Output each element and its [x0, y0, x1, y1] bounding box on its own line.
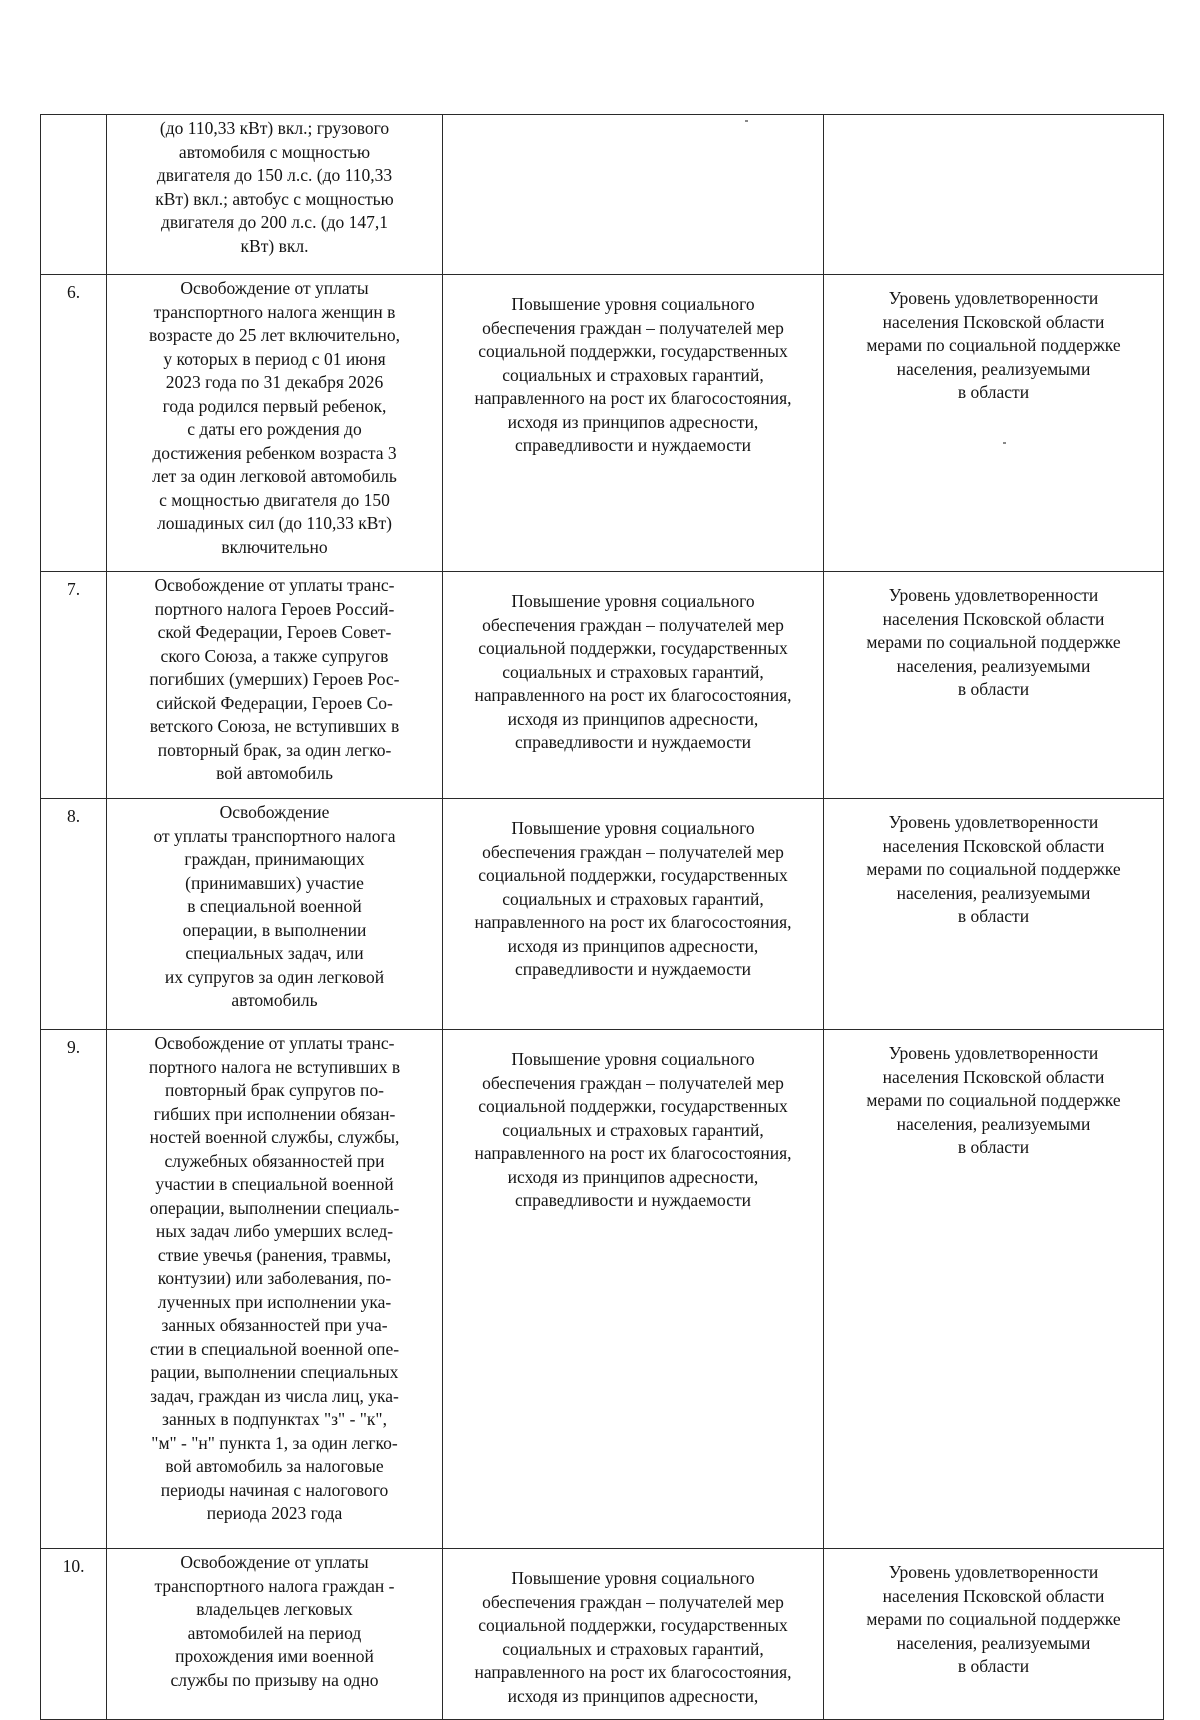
indicator-line: в области — [957, 679, 1030, 699]
benefit-description-line: от уплаты транспортного налога — [153, 825, 396, 846]
benefit-goal-line: социальных и страховых гарантий, — [502, 364, 764, 385]
benefit-description-line: специальных задач, или — [185, 943, 364, 963]
table-row — [41, 275, 1164, 572]
benefit-goal-line: справедливости и нуждаемости — [514, 1190, 752, 1210]
benefit-description-line: периоды начиная с налогового — [160, 1479, 389, 1500]
row-number — [41, 115, 107, 275]
benefit-goal-line: Повышение уровня социального — [511, 294, 755, 314]
benefit-description-line: занных в подпунктах "з" - "к", — [162, 1409, 387, 1429]
benefit-goal-line: социальной поддержки, государственных — [478, 341, 788, 361]
benefit-description-line: ных задач либо умерших вслед- — [155, 1221, 394, 1241]
benefit-description-line: с даты его рождения до — [187, 419, 362, 439]
benefit-goal-line: справедливости и нуждаемости — [514, 435, 752, 455]
benefit-description-line: транспортного налога женщин в — [153, 301, 396, 322]
benefit-description-line: сийской Федерации, Героев Со- — [156, 692, 393, 713]
benefit-goal-line: направленного на рост их благосостояния, — [474, 912, 792, 932]
benefit-description-line: Освобождение от уплаты — [180, 1552, 369, 1572]
benefit-description-line: контузии) или заболевания, по- — [157, 1268, 392, 1288]
row-number: 9. — [41, 1030, 107, 1549]
benefit-goal-line: Повышение уровня социального — [511, 818, 755, 838]
benefit-description-line: (до 110,33 кВт) вкл.; грузового — [159, 118, 390, 138]
benefit-description-line: в специальной военной — [187, 896, 362, 916]
indicator-line: населения, реализуемыми — [896, 1632, 1091, 1653]
indicator-line: в области — [957, 906, 1030, 926]
benefit-description-line: ской Федерации, Героев Совет- — [157, 622, 392, 642]
benefit-description-line: гибших при исполнении обязан- — [153, 1103, 396, 1124]
benefit-description-cell — [107, 799, 443, 1030]
benefit-description-line: автомобилей на период — [187, 1622, 362, 1643]
benefit-goal-line: исходя из принципов адресности, — [507, 935, 759, 956]
table-row — [41, 115, 1164, 275]
table-row — [41, 572, 1164, 799]
benefit-goal-cell — [443, 799, 824, 1030]
benefit-description-line: Освобождение от уплаты транс- — [154, 1033, 395, 1053]
benefit-description-cell — [107, 1030, 443, 1549]
benefit-description-line: занных обязанностей при уча- — [161, 1315, 388, 1335]
indicator-line: мерами по социальной поддержке — [866, 1090, 1121, 1110]
indicator-line: мерами по социальной поддержке — [866, 632, 1121, 652]
tax-benefits-table — [40, 114, 1164, 1720]
benefit-description-line: периода 2023 года — [206, 1503, 343, 1523]
benefit-description-line: участии в специальной военной — [155, 1174, 394, 1194]
indicator-cell — [824, 275, 1164, 572]
benefit-description-line: возрасте до 25 лет включительно, — [149, 325, 400, 345]
benefit-goal-cell — [443, 115, 824, 275]
benefit-description-line: прохождения ими военной — [175, 1646, 374, 1666]
indicator-line: Уровень удовлетворенности — [888, 288, 1099, 308]
benefit-goal-line: направленного на рост их благосостояния, — [474, 685, 792, 705]
table-row — [41, 1549, 1164, 1720]
indicator-line: населения Псковской области — [882, 311, 1105, 332]
benefit-description-line: лет за один легковой автомобиль — [152, 466, 397, 486]
indicator-line: Уровень удовлетворенности — [888, 1043, 1099, 1063]
benefit-description-line: задач, граждан из числа лиц, ука- — [150, 1385, 399, 1406]
indicator-cell — [824, 572, 1164, 799]
indicator-cell — [824, 115, 1164, 275]
benefit-goal-line: обеспечения граждан – получателей мер — [482, 614, 784, 635]
scan-speck — [745, 120, 748, 122]
indicator-cell — [824, 1549, 1164, 1720]
indicator-line: населения Псковской области — [882, 835, 1105, 856]
indicator-line: в области — [957, 1137, 1030, 1157]
benefit-description-line: "м" - "н" пункта 1, за один легко- — [151, 1432, 398, 1453]
benefit-goal-line: социальной поддержки, государственных — [478, 865, 788, 885]
benefit-description-cell — [107, 275, 443, 572]
benefit-description-line: двигателя до 150 л.с. (до 110,33 — [156, 165, 393, 185]
row-number: 7. — [41, 572, 107, 799]
benefit-description-line: ствие увечья (ранения, травмы, — [157, 1244, 392, 1265]
benefit-goal-line: исходя из принципов адресности, — [507, 708, 759, 729]
indicator-line: мерами по социальной поддержке — [866, 859, 1121, 879]
benefit-description-line: автомобиля с мощностью — [178, 141, 371, 162]
benefit-description-cell — [107, 1549, 443, 1720]
benefit-goal-line: социальных и страховых гарантий, — [502, 888, 764, 909]
benefit-goal-cell — [443, 1030, 824, 1549]
benefit-description-line: Освобождение от уплаты транс- — [154, 575, 395, 595]
benefit-description-line: портного налога не вступивших в — [148, 1056, 401, 1077]
indicator-line: Уровень удовлетворенности — [888, 812, 1099, 832]
benefit-description-line: ветского Союза, не вступивших в — [149, 716, 400, 736]
benefit-goal-line: социальных и страховых гарантий, — [502, 1638, 764, 1659]
benefit-description-line: операции, выполнении специаль- — [149, 1197, 400, 1218]
benefit-description-line: Освобождение от уплаты — [180, 278, 369, 298]
benefit-goal-line: Повышение уровня социального — [511, 1568, 755, 1588]
benefit-description-line: автомобиль — [231, 990, 318, 1010]
indicator-line: Уровень удовлетворенности — [888, 1562, 1099, 1582]
benefit-description-line: лученных при исполнении ука- — [157, 1291, 392, 1312]
benefit-goal-cell — [443, 275, 824, 572]
scan-edge-artifact — [1168, 60, 1190, 120]
benefit-description-line: двигателя до 200 л.с. (до 147,1 — [160, 212, 389, 232]
benefit-description-line: их супругов за один легковой — [164, 966, 385, 987]
benefit-description-line: вой автомобиль за налоговые — [165, 1456, 384, 1476]
indicator-cell — [824, 799, 1164, 1030]
benefit-description-line: у которых в период с 01 июня — [163, 348, 386, 369]
benefit-description-cell — [107, 115, 443, 275]
indicator-line: населения Псковской области — [882, 1585, 1105, 1606]
table-row — [41, 799, 1164, 1030]
benefit-description-line: портного налога Героев Россий- — [154, 598, 395, 619]
table-row — [41, 1030, 1164, 1549]
benefit-description-line: вой автомобиль — [216, 763, 333, 783]
benefit-goal-line: исходя из принципов адресности, — [507, 1685, 759, 1706]
indicator-line: населения, реализуемыми — [896, 882, 1091, 903]
indicator-line: мерами по социальной поддержке — [866, 1609, 1121, 1629]
benefit-goal-line: обеспечения граждан – получателей мер — [482, 1072, 784, 1093]
indicator-line: населения Псковской области — [882, 1066, 1105, 1087]
benefit-description-line: лошадиных сил (до 110,33 кВт) — [157, 513, 392, 533]
row-number: 6. — [41, 275, 107, 572]
benefit-goal-line: социальных и страховых гарантий, — [502, 661, 764, 682]
benefit-description-line: кВт) вкл.; автобус с мощностью — [155, 188, 394, 209]
benefit-description-line: повторный брак супругов по- — [164, 1080, 384, 1100]
benefit-goal-line: направленного на рост их благосостояния, — [474, 1143, 792, 1163]
benefit-description-line: достижения ребенком возраста 3 — [152, 442, 397, 463]
row-number: 10. — [41, 1549, 107, 1720]
benefit-goal-line: направленного на рост их благосостояния, — [474, 1662, 792, 1682]
indicator-line: населения, реализуемыми — [896, 1113, 1091, 1134]
benefit-goal-cell — [443, 572, 824, 799]
indicator-line: населения, реализуемыми — [896, 655, 1091, 676]
indicator-line: населения Псковской области — [882, 608, 1105, 629]
benefit-description-line: кВт) вкл. — [240, 235, 309, 256]
benefit-description-line: включительно — [221, 536, 328, 557]
benefit-description-line: повторный брак, за один легко- — [157, 739, 392, 760]
benefit-goal-line: Повышение уровня социального — [511, 591, 755, 611]
benefit-goal-line: Повышение уровня социального — [511, 1049, 755, 1069]
indicator-cell — [824, 1030, 1164, 1549]
benefit-description-line: погибших (умерших) Героев Рос- — [149, 669, 400, 689]
row-number: 8. — [41, 799, 107, 1030]
benefit-goal-line: справедливости и нуждаемости — [514, 959, 752, 979]
indicator-line: в области — [957, 382, 1030, 402]
benefit-description-line: служебных обязанностей при — [164, 1150, 385, 1171]
indicator-line: Уровень удовлетворенности — [888, 585, 1099, 605]
benefit-description-line: рации, выполнении специальных — [150, 1362, 399, 1382]
benefit-description-line: ского Союза, а также супругов — [160, 645, 389, 666]
benefit-description-line: (принимавших) участие — [185, 872, 364, 893]
benefit-description-line: граждан, принимающих — [184, 849, 365, 869]
benefit-goal-line: социальных и страховых гарантий, — [502, 1119, 764, 1140]
benefit-description-line: службы по призыву на одно — [170, 1669, 379, 1690]
benefit-description-line: ностей военной службы, службы, — [149, 1127, 400, 1147]
benefit-goal-line: обеспечения граждан – получателей мер — [482, 841, 784, 862]
benefit-description-line: 2023 года по 31 декабря 2026 — [165, 372, 384, 392]
benefit-goal-line: исходя из принципов адресности, — [507, 1166, 759, 1187]
benefit-goal-line: направленного на рост их благосостояния, — [474, 388, 792, 408]
benefit-description-line: года родился первый ребенок, — [162, 395, 387, 416]
benefit-description-line: стии в специальной военной опе- — [149, 1338, 400, 1359]
benefit-goal-line: социальной поддержки, государственных — [478, 1615, 788, 1635]
indicator-line: населения, реализуемыми — [896, 358, 1091, 379]
scan-speck — [1003, 442, 1006, 444]
indicator-line: мерами по социальной поддержке — [866, 335, 1121, 355]
indicator-line: в области — [957, 1656, 1030, 1676]
benefit-description-line: транспортного налога граждан - — [154, 1575, 395, 1596]
benefit-goal-cell — [443, 1549, 824, 1720]
benefit-description-cell — [107, 572, 443, 799]
benefit-description-line: владельцев легковых — [196, 1599, 353, 1619]
benefit-description-line: операции, в выполнении — [182, 919, 367, 940]
benefit-goal-line: обеспечения граждан – получателей мер — [482, 317, 784, 338]
benefit-goal-line: справедливости и нуждаемости — [514, 732, 752, 752]
benefit-goal-line: обеспечения граждан – получателей мер — [482, 1591, 784, 1612]
benefit-goal-line: социальной поддержки, государственных — [478, 638, 788, 658]
benefit-description-line: с мощностью двигателя до 150 — [159, 489, 390, 510]
benefit-goal-line: социальной поддержки, государственных — [478, 1096, 788, 1116]
benefit-description-line: Освобождение — [219, 802, 330, 822]
benefit-goal-line: исходя из принципов адресности, — [507, 411, 759, 432]
